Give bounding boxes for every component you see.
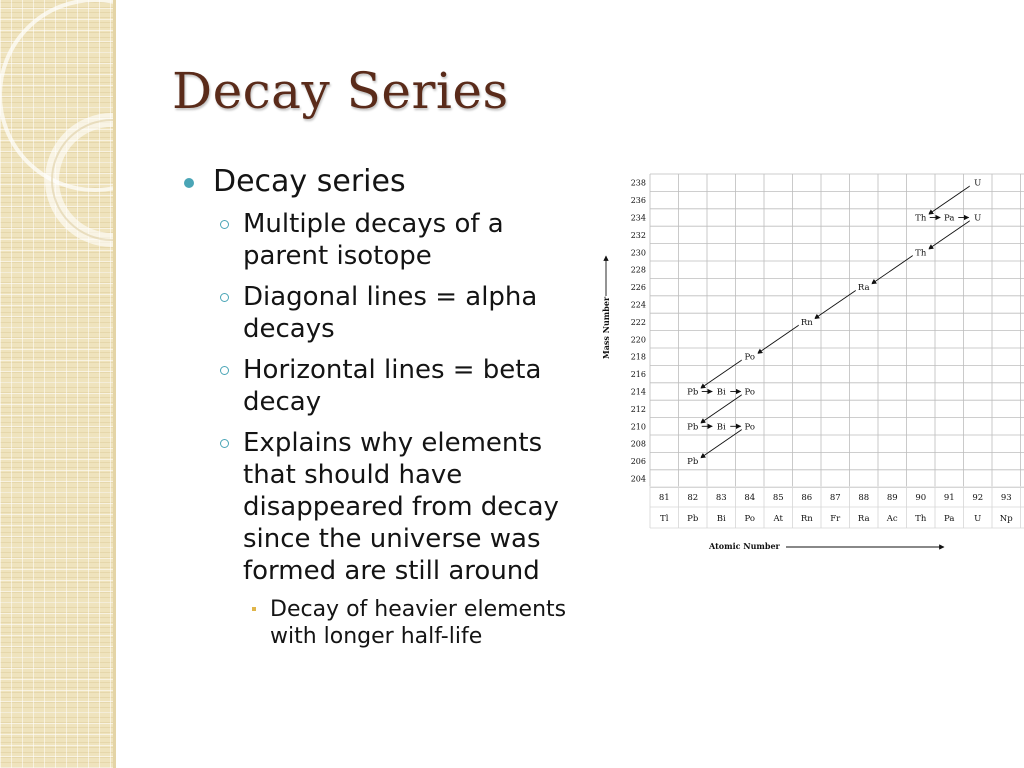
bullet-ring-icon xyxy=(220,366,229,375)
decay-series-chart xyxy=(598,170,1024,562)
nuclide-label: U xyxy=(974,178,982,189)
nuclide-label: Bi xyxy=(716,422,726,433)
element-symbol-label: Ra xyxy=(857,514,870,524)
y-tick-label: 214 xyxy=(630,387,646,397)
y-tick-label: 234 xyxy=(630,213,646,223)
element-symbol-label: U xyxy=(974,514,982,524)
bullet-text: Decay of heavier elements with longer half-life xyxy=(270,597,567,649)
nuclide-label: Po xyxy=(744,352,755,363)
nuclide-label: Bi xyxy=(716,387,726,398)
y-tick-label: 222 xyxy=(630,317,646,327)
y-tick-label: 206 xyxy=(630,457,646,467)
y-tick-label: 220 xyxy=(630,335,646,345)
y-tick-label: 230 xyxy=(630,248,646,258)
bullet-ring-icon xyxy=(220,220,229,229)
element-symbol-label: Np xyxy=(999,514,1013,524)
bullet-text: Diagonal lines = alpha decays xyxy=(243,282,538,344)
element-symbol-label: Bi xyxy=(716,514,726,524)
nuclide-label: Pb xyxy=(687,422,699,433)
y-tick-label: 224 xyxy=(630,300,646,310)
y-tick-label: 212 xyxy=(630,404,646,414)
nuclide-label: U xyxy=(974,213,982,224)
y-tick-label: 238 xyxy=(630,178,646,188)
y-tick-label: 232 xyxy=(630,230,646,240)
x-tick-label: 82 xyxy=(687,493,699,503)
nuclide-label: Th xyxy=(915,248,927,259)
bullet-level-2 xyxy=(180,354,580,418)
x-tick-label: 81 xyxy=(658,493,670,503)
x-axis-label: Atomic Number xyxy=(709,541,780,551)
nuclide-label: Th xyxy=(915,213,927,224)
nuclide-label: Po xyxy=(744,387,755,398)
nuclide-label: Po xyxy=(744,422,755,433)
y-tick-label: 216 xyxy=(630,370,646,380)
y-tick-label: 236 xyxy=(630,196,646,206)
bullet-list xyxy=(180,164,580,656)
bullet-text: Horizontal lines = beta decay xyxy=(243,355,542,417)
element-symbol-label: Ac xyxy=(886,514,898,524)
y-tick-label: 208 xyxy=(630,439,646,449)
bullet-ring-icon xyxy=(220,293,229,302)
y-tick-label: 210 xyxy=(630,422,646,432)
element-symbol-label: Pb xyxy=(687,514,699,524)
bullet-ring-icon xyxy=(220,439,229,448)
bullet-level-2 xyxy=(180,427,580,587)
bullet-text: Decay series xyxy=(213,164,406,199)
x-tick-label: 92 xyxy=(972,493,984,503)
y-axis-label: Mass Number xyxy=(601,296,611,360)
y-tick-label: 226 xyxy=(630,283,646,293)
nuclide-label: Ra xyxy=(857,283,870,294)
x-tick-label: 89 xyxy=(886,493,898,503)
nuclide-label: Pb xyxy=(687,387,699,398)
y-tick-label: 204 xyxy=(630,474,646,484)
x-tick-label: 86 xyxy=(801,493,813,503)
x-tick-label: 91 xyxy=(943,493,955,503)
bullet-text: Explains why elements that should have disappeared from decay since the universe was formed are still around xyxy=(243,428,559,586)
element-symbol-label: Fr xyxy=(830,514,841,524)
bullet-level-1 xyxy=(180,164,580,200)
x-tick-label: 83 xyxy=(715,493,727,503)
bullet-square-icon xyxy=(252,607,256,611)
x-tick-label: 84 xyxy=(744,493,756,503)
x-tick-label: 90 xyxy=(915,493,927,503)
bullet-level-3 xyxy=(180,596,580,650)
nuclide-label: Pb xyxy=(687,457,699,468)
y-tick-label: 228 xyxy=(630,265,646,275)
decorative-side-strip xyxy=(0,0,116,768)
element-symbol-label: Pa xyxy=(944,514,955,524)
slide-title: Decay Series xyxy=(172,62,509,120)
element-symbol-label: Tl xyxy=(660,514,669,524)
bullet-level-2 xyxy=(180,281,580,345)
nuclide-label: Rn xyxy=(800,317,813,328)
y-tick-label: 218 xyxy=(630,352,646,362)
x-tick-label: 93 xyxy=(1000,493,1012,503)
x-tick-label: 87 xyxy=(829,493,841,503)
decorative-rings xyxy=(0,0,113,768)
bullet-level-2 xyxy=(180,208,580,272)
element-symbol-label: Th xyxy=(915,514,927,524)
x-tick-label: 88 xyxy=(858,493,870,503)
bullet-dot-icon xyxy=(184,178,194,188)
element-symbol-label: Rn xyxy=(800,514,813,524)
bullet-text: Multiple decays of a parent isotope xyxy=(243,209,504,271)
x-tick-label: 85 xyxy=(772,493,784,503)
element-symbol-label: At xyxy=(773,514,783,524)
element-symbol-label: Po xyxy=(744,514,755,524)
nuclide-label: Pa xyxy=(944,213,955,224)
